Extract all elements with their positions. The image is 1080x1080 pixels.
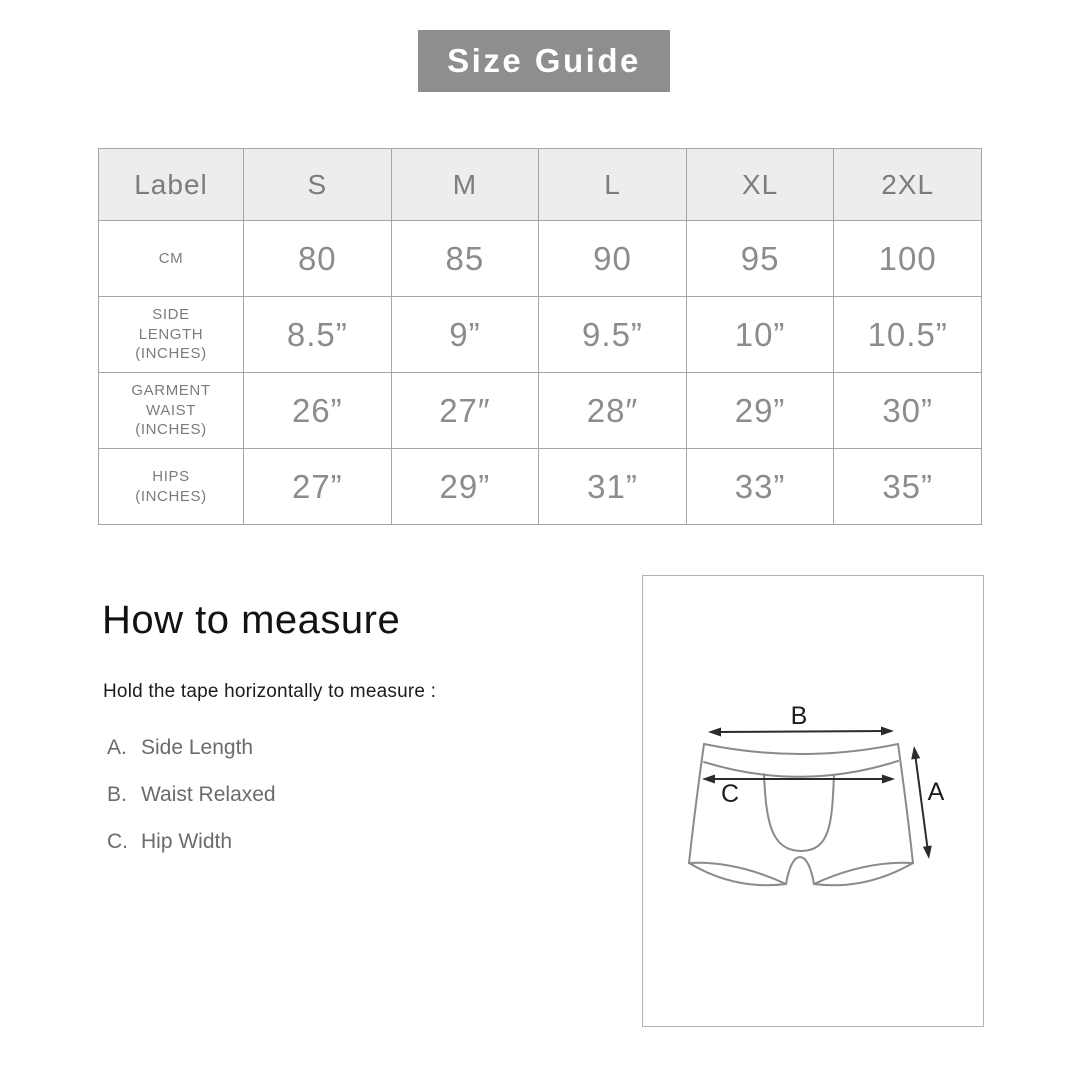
row-label-hips: HIPS (INCHES) xyxy=(99,449,244,525)
column-header-xl: XL xyxy=(686,149,834,221)
measure-item-side-length xyxy=(107,736,253,760)
measure-heading: How to measure xyxy=(102,598,401,642)
cell-value: 29” xyxy=(686,373,834,449)
size-table xyxy=(98,148,982,525)
measure-item-waist-relaxed xyxy=(107,783,276,807)
table-header-row xyxy=(99,149,982,221)
cell-value: 10” xyxy=(686,297,834,373)
cell-value: 8.5” xyxy=(244,297,392,373)
column-header-label: Label xyxy=(99,149,244,221)
table-row-hips xyxy=(99,449,982,525)
cell-value: 9.5” xyxy=(539,297,687,373)
table-row-cm xyxy=(99,221,982,297)
trunks-diagram xyxy=(643,576,985,1028)
column-header-l: L xyxy=(539,149,687,221)
row-label-side-length: SIDE LENGTH (INCHES) xyxy=(99,297,244,373)
cell-value: 29” xyxy=(391,449,539,525)
cell-value: 100 xyxy=(834,221,982,297)
measurement-diagram-box xyxy=(642,575,984,1027)
cell-value: 80 xyxy=(244,221,392,297)
row-label-cm: CM xyxy=(99,221,244,297)
cell-value: 27” xyxy=(244,449,392,525)
measure-item-key: B. xyxy=(107,783,127,806)
measure-item-label: Waist Relaxed xyxy=(141,783,276,806)
measure-item-key: A. xyxy=(107,736,127,759)
cell-value: 85 xyxy=(391,221,539,297)
cell-value: 27″ xyxy=(391,373,539,449)
cell-value: 95 xyxy=(686,221,834,297)
cell-value: 31” xyxy=(539,449,687,525)
measure-item-hip-width xyxy=(107,830,232,854)
measure-item-label: Side Length xyxy=(141,736,254,759)
measure-instruction: Hold the tape horizontally to measure : xyxy=(103,681,437,702)
cell-value: 30” xyxy=(834,373,982,449)
column-header-m: M xyxy=(391,149,539,221)
measure-item-key: C. xyxy=(107,830,128,853)
page-title: Size Guide xyxy=(447,42,641,79)
cell-value: 90 xyxy=(539,221,687,297)
size-guide-banner xyxy=(418,30,670,92)
cell-value: 10.5” xyxy=(834,297,982,373)
cell-value: 35” xyxy=(834,449,982,525)
column-header-s: S xyxy=(244,149,392,221)
diagram-label-a: A xyxy=(927,778,945,806)
diagram-label-b: B xyxy=(790,702,808,730)
cell-value: 9” xyxy=(391,297,539,373)
cell-value: 33” xyxy=(686,449,834,525)
table-row-side-length xyxy=(99,297,982,373)
row-label-garment-waist: GARMENT WAIST (INCHES) xyxy=(99,373,244,449)
cell-value: 28″ xyxy=(539,373,687,449)
table-row-garment-waist xyxy=(99,373,982,449)
cell-value: 26” xyxy=(244,373,392,449)
trunks-outline xyxy=(689,744,913,885)
column-header-2xl: 2XL xyxy=(834,149,982,221)
measure-item-label: Hip Width xyxy=(141,830,233,853)
diagram-label-c: C xyxy=(720,780,740,808)
